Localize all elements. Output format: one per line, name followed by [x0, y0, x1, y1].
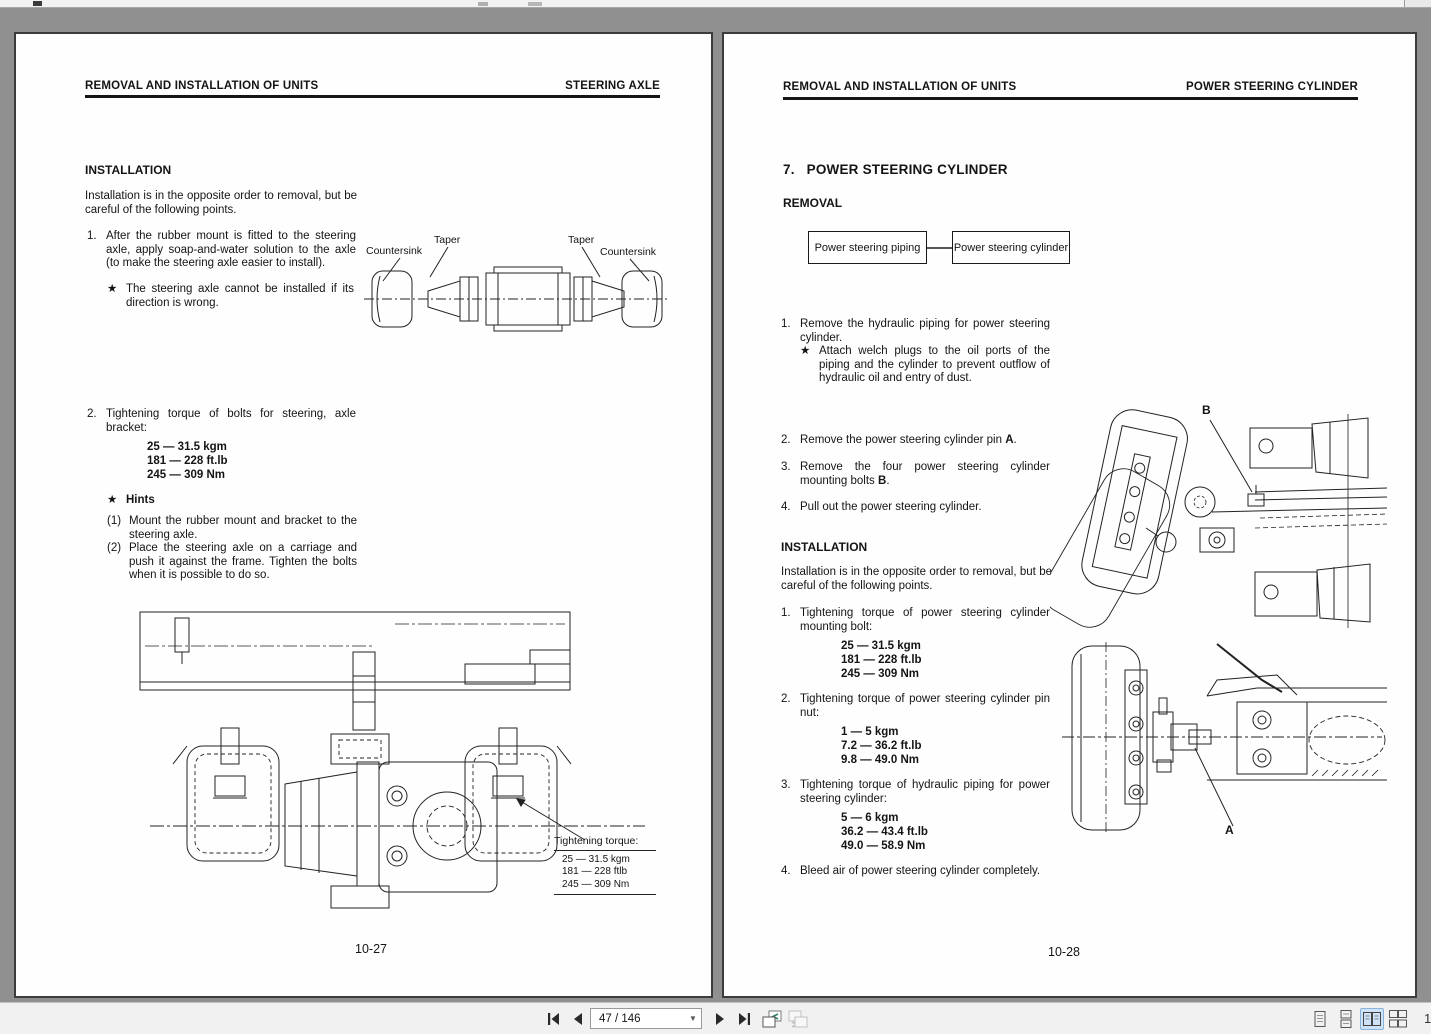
callout-title: Tightening torque:	[554, 835, 639, 847]
list-item	[781, 779, 1052, 806]
header-chapter-title: REMOVAL AND INSTALLATION OF UNITS	[783, 81, 1017, 93]
item-text-pre: Remove the power steering cylinder pin	[800, 434, 1006, 446]
star-icon: ★	[107, 494, 118, 506]
flow-box-cylinder	[952, 231, 1070, 264]
torque-line: 36.2 — 43.4 ft.lb	[841, 825, 928, 838]
next-page-button[interactable]	[708, 1007, 732, 1031]
tie-rod-diagram	[360, 229, 672, 339]
star-icon: ★	[800, 345, 811, 357]
diagram-label: Countersink	[366, 245, 423, 257]
hint-text: Mount the rubber mount and bracket to the steering axle.	[129, 515, 357, 541]
callout-line: 245 — 309 Nm	[562, 878, 630, 890]
flow-box-label: Power steering cylinder	[953, 241, 1069, 254]
header-section-title: STEERING AXLE	[565, 80, 660, 92]
item-number: 3.	[781, 779, 791, 791]
item-text: Remove the hydraulic piping for power steering cylinder.	[800, 318, 1050, 344]
list-item	[781, 501, 1052, 515]
viewer-bottom-toolbar	[0, 1002, 1431, 1034]
note-text: Attach welch plugs to the oil ports of the piping and the cylinder to prevent outflow of hydraulic oil and entry of dust.	[819, 345, 1050, 385]
chevron-down-icon[interactable]: ▼	[689, 1014, 697, 1023]
torque-callout	[554, 835, 656, 898]
header-rule	[783, 97, 1358, 100]
installation-heading: INSTALLATION	[85, 163, 172, 177]
previous-view-button[interactable]	[760, 1007, 784, 1031]
removal-heading: REMOVAL	[783, 196, 843, 210]
torque-line: 7.2 — 36.2 ft.lb	[841, 739, 922, 752]
installation-heading: INSTALLATION	[781, 540, 868, 554]
page-number: 10-27	[355, 942, 387, 956]
list-item	[781, 434, 1052, 448]
torque-line: 49.0 — 58.9 Nm	[841, 839, 926, 852]
callout-line: 181 — 228 ftlb	[562, 866, 628, 877]
item-text-bold-ref: A	[1005, 434, 1014, 446]
list-item	[87, 230, 359, 271]
note-text: The steering axle cannot be installed if its direction is wrong.	[126, 283, 354, 309]
next-view-button[interactable]	[786, 1007, 810, 1031]
last-page-button[interactable]	[732, 1007, 756, 1031]
item-text: Tightening torque of power steering cylinder mounting bolt:	[800, 607, 1050, 633]
header-chapter-title: REMOVAL AND INSTALLATION OF UNITS	[85, 80, 319, 92]
flow-box-label: Power steering piping	[814, 241, 921, 254]
section-title: POWER STEERING CYLINDER	[806, 162, 1008, 177]
torque-line: 1 — 5 kgm	[841, 726, 899, 738]
torque-line: 181 — 228 ft.lb	[841, 653, 922, 666]
installation-intro: Installation is in the opposite order to removal, but be careful of the following points.	[85, 190, 357, 216]
flow-connector	[927, 247, 952, 249]
list-item	[781, 607, 1052, 634]
item-number: 3.	[781, 461, 791, 473]
hint-item	[107, 515, 357, 542]
list-item	[87, 408, 359, 435]
item-text: After the rubber mount is fitted to the steering axle, apply soap-and-water solution to the axle (to make the steering axle easier to install).	[106, 230, 356, 270]
torque-line: 5 — 6 kgm	[841, 812, 899, 824]
callout-rule	[554, 894, 656, 895]
torque-line: 181 — 228 ft.lb	[147, 454, 228, 467]
star-note	[800, 345, 1052, 386]
torque-line: 25 — 31.5 kgm	[841, 640, 921, 652]
item-text-bold-ref: B	[878, 474, 887, 487]
cylinder-mounting-diagram-upper	[1050, 400, 1387, 632]
continuous-view-button[interactable]	[1334, 1008, 1358, 1030]
toolbar-fragment-icon	[478, 2, 488, 6]
first-page-button[interactable]	[542, 1007, 566, 1031]
item-text-pre: Remove the four power steering cylinder mounting bolts	[800, 461, 1050, 487]
item-number: 2.	[87, 408, 97, 420]
diagram-label: Taper	[434, 234, 461, 246]
section-heading	[783, 162, 1008, 177]
header-rule	[85, 95, 660, 98]
torque-values	[841, 812, 928, 853]
torque-line: 25 — 31.5 kgm	[147, 441, 227, 453]
two-page-continuous-view-button[interactable]	[1386, 1008, 1410, 1030]
single-page-view-button[interactable]	[1308, 1008, 1332, 1030]
item-number: 2.	[781, 434, 791, 446]
torque-values	[841, 726, 922, 767]
hint-text: Place the steering axle on a carriage and push it against the frame. Tighten the bolts when it is possible to do so.	[129, 542, 357, 582]
item-text: Tightening torque of power steering cylinder pin nut:	[800, 693, 1050, 719]
item-text: Tightening torque of bolts for steering, axle bracket:	[106, 408, 356, 434]
section-number: 7.	[783, 162, 795, 177]
flow-box-piping	[808, 231, 927, 264]
top-toolbar-clipped	[0, 0, 1431, 8]
document-page-left	[14, 32, 713, 998]
page-header	[85, 80, 660, 92]
two-page-view-button[interactable]	[1360, 1008, 1384, 1030]
torque-line: 245 — 309 Nm	[147, 468, 225, 481]
page-number: 10-28	[1048, 945, 1080, 959]
item-number: 4.	[781, 501, 791, 513]
torque-line: 245 — 309 Nm	[841, 667, 919, 680]
toolbar-fragment-icon	[33, 1, 42, 6]
star-icon: ★	[107, 283, 118, 295]
item-text	[800, 461, 1050, 488]
star-note	[107, 283, 357, 310]
callout-line: 25 — 31.5 kgm	[562, 853, 630, 865]
item-number: 2.	[781, 693, 791, 705]
callout-rule	[554, 850, 656, 851]
page-header	[783, 81, 1358, 93]
installation-intro: Installation is in the opposite order to removal, but be careful of the following points.	[781, 566, 1052, 592]
hints-heading: Hints	[126, 494, 155, 506]
toolbar-fragment-panel	[1404, 0, 1431, 7]
item-text: Pull out the power steering cylinder.	[800, 501, 982, 513]
item-text: Tightening torque of hydraulic piping for power steering cylinder:	[800, 779, 1050, 805]
document-page-right	[722, 32, 1417, 998]
diagram-label: Countersink	[600, 246, 657, 258]
previous-page-button[interactable]	[566, 1007, 590, 1031]
diagram-label-b: B	[1202, 403, 1211, 417]
cylinder-pin-diagram-lower	[1057, 640, 1387, 837]
toolbar-fragment-icon	[528, 2, 542, 6]
clipped-toolbar-item: 1	[1424, 1011, 1431, 1026]
page-indicator-value: 47 / 146	[599, 1012, 641, 1025]
item-number: 4.	[781, 865, 791, 877]
item-number: 1.	[87, 230, 97, 242]
hint-number: (1)	[107, 515, 122, 527]
item-text-post: .	[1013, 434, 1017, 446]
torque-values	[841, 640, 922, 681]
item-number: 1.	[781, 607, 791, 619]
list-item	[781, 693, 1052, 720]
torque-line: 9.8 — 49.0 Nm	[841, 753, 919, 766]
page-number-combobox[interactable]	[590, 1008, 702, 1029]
item-text-post: .	[886, 474, 890, 487]
diagram-label-a: A	[1225, 823, 1234, 837]
list-item	[781, 865, 1052, 879]
list-item	[781, 461, 1052, 488]
hint-number: (2)	[107, 542, 122, 554]
header-section-title: POWER STEERING CYLINDER	[1185, 81, 1358, 93]
item-text: Bleed air of power steering cylinder completely.	[800, 865, 1041, 877]
hint-item	[107, 542, 357, 583]
list-item	[781, 318, 1052, 345]
hints-heading-row	[107, 494, 155, 508]
diagram-label: Taper	[568, 234, 595, 246]
item-text	[800, 434, 1050, 448]
item-number: 1.	[781, 318, 791, 330]
torque-values	[147, 441, 228, 482]
